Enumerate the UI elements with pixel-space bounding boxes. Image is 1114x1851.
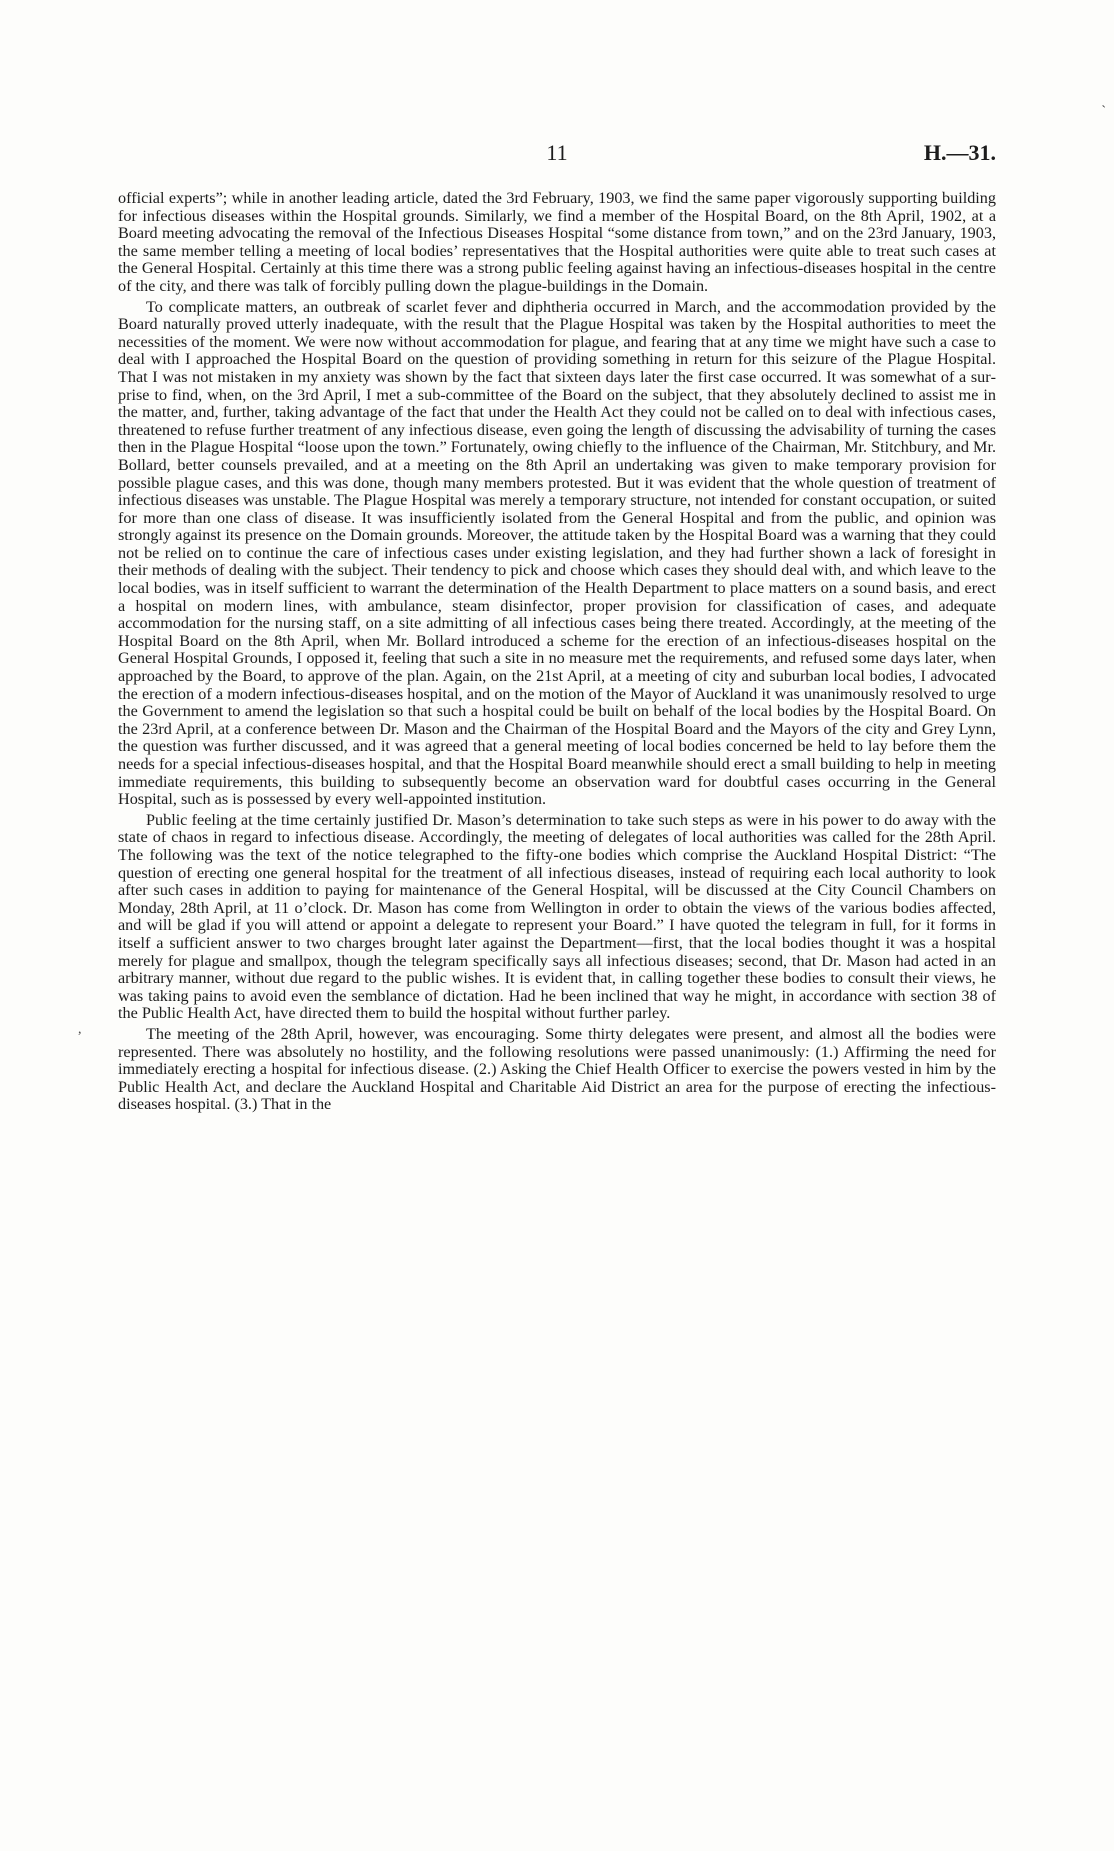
paragraph-2: To complicate matters, an outbreak of scarlet fever and diphtheria occurred in March, and the accommodation provided by the Board naturally proved utterly inadequate, with the result that the Plague Hospital was taken by the Hospital authorities to meet the necessities of the moment. We were now without accommodation for plague, and fearing that at any time we might have such a case to deal with I approached the Hospital Board on the question of providing something in return for this seizure of the Plague Hospital. That I was not mistaken in my anxiety was shown by the fact that sixteen days later the first case occurred. It was somewhat of a surprise to find, when, on the 3rd April, I met a sub-committee of the Board on the subject, that they absolutely declined to assist me in the matter, and, further, taking advantage of the fact that under the Health Act they could not be called on to deal with infectious cases, threatened to refuse further treatment of any infectious disease, even going the length of discussing the advisability of turning the cases then in the Plague Hospital “loose upon the town.” Fortunately, owing chiefly to the influence of the Chairman, Mr. Stitchbury, and Mr. Bollard, better counsels prevailed, and at a meeting on the 8th April an undertaking was given to make temporary provision for possible plague cases, and this was done, though many members protested. But it was evident that the whole question of treatment of infectious diseases was unstable. The Plague Hospital was merely a temporary structure, not intended for constant occupation, or suited for more than one class of disease. It was insufficiently isolated from the General Hospital and from the public, and opinion was strongly against its presence on the Domain grounds. Moreover, the attitude taken by the Hospital Board was a warning that they could not be relied on to continue the care of infectious cases under existing legislation, and they had further shown a lack of foresight in their methods of dealing with the subject. Their tendency to pick and choose which cases they should deal with, and which leave to the local bodies, was in itself sufficient to warrant the determination of the Health Department to place matters on a sound basis, and erect a hospital on modern lines, with ambulance, steam disinfector, proper provision for classification of cases, and adequate accommodation for the nursing staff, on a site admitting of all infectious cases being there treated. Accordingly, at the meeting of the Hospital Board on the 8th April, when Mr. Bollard introduced a scheme for the erection of an infectious-diseases hospital on the General Hospital Grounds, I opposed it, feeling that such a site in no measure met the requirements, and refused some days later, when approached by the Board, to approve of the plan. Again, on the 21st April, at a meeting of city and suburban local bodies, I advocated the erection of a modern infectious-diseases hospital, and on the motion of the Mayor of Auckland it was unanimously resolved to urge the Government to amend the legislation so that such a hospital could be built on behalf of the local bodies by the Hospital Board. On the 23rd April, at a conference between Dr. Mason and the Chairman of the Hospital Board and the Mayors of the city and Grey Lynn, the question was further discussed, and it was agreed that a general meeting of local bodies concerned be held to lay before them the needs for a special infectious-diseases hospital, and that the Hospital Board meanwhile should erect a small building to help in meeting immediate requirements, this building to subsequently become an observation ward for doubtful cases occurring in the General Hospital, such as is possessed by every well-appointed institution. xyxy=(118,297,996,809)
page-header xyxy=(118,140,996,174)
corner-mark: ` xyxy=(1101,104,1106,119)
margin-mark: , xyxy=(78,1022,82,1037)
paragraph-1: official experts”; while in another leading article, dated the 3rd February, 1903, we find the same paper vigorously supporting building for infectious diseases within the Hospital grounds. Similarly, we find a member of the Hospital Board, on the 8th April, 1902, at a Board meeting advocating the removal of the Infectious Diseases Hospital “some distance from town,” and on the 23rd January, 1903, the same member telling a meeting of local bodies’ representatives that the Hospital authorities were quite able to treat such cases at the General Hospital. Certainly at this time there was a strong public feeling against having an infectious-diseases hospital in the centre of the city, and there was talk of forcibly pulling down the plague-buildings in the Domain. xyxy=(118,189,996,295)
paper-reference: H.—31. xyxy=(923,140,996,165)
body-text xyxy=(118,190,996,1117)
paragraph-4: The meeting of the 28th April, however, was encouraging. Some thirty delegates were present, and almost all the bodies were represented. There was absolutely no hostility, and the following resolutions were passed unanimously: (1.) Affirming the need for immediately erecting a hospital for infectious disease. (2.) Asking the Chief Health Officer to exercise the powers vested in him by the Public Health Act, and declare the Auckland Hospital and Charitable Aid District an area for the purpose of erecting the infectious-diseases hospital. (3.) That in the xyxy=(118,1024,996,1114)
paragraph-3: Public feeling at the time certainly justified Dr. Mason’s determination to take such steps as were in his power to do away with the state of chaos in regard to infectious disease. Accordingly, the meeting of delegates of local authorities was called for the 28th April. The following was the text of the notice telegraphed to the fifty-one bodies which comprise the Auckland Hospital District: “The question of erecting one general hospital for the treatment of all infectious diseases, instead of requiring each local authority to look after such cases in addition to paying for maintenance of the General Hospital, will be discussed at the City Council Chambers on Monday, 28th April, at 11 o’clock. Dr. Mason has come from Wellington in order to obtain the views of the various bodies affected, and will be glad if you will attend or appoint a delegate to represent your Board.” I have quoted the telegram in full, for it forms in itself a sufficient answer to two charges brought later against the Department—first, that the local bodies thought it was a hospital merely for plague and smallpox, though the telegram specifically says all infectious diseases; second, that Dr. Mason had acted in an arbitrary manner, without due regard to the public wishes. It is evident that, in calling together these bodies to consult their views, he was taking pains to avoid even the semblance of dictation. Had he been inclined that way he might, in accordance with section 38 of the Public Health Act, have directed them to build the hospital without further parley. xyxy=(118,810,996,1023)
page-number: 11 xyxy=(546,140,568,165)
